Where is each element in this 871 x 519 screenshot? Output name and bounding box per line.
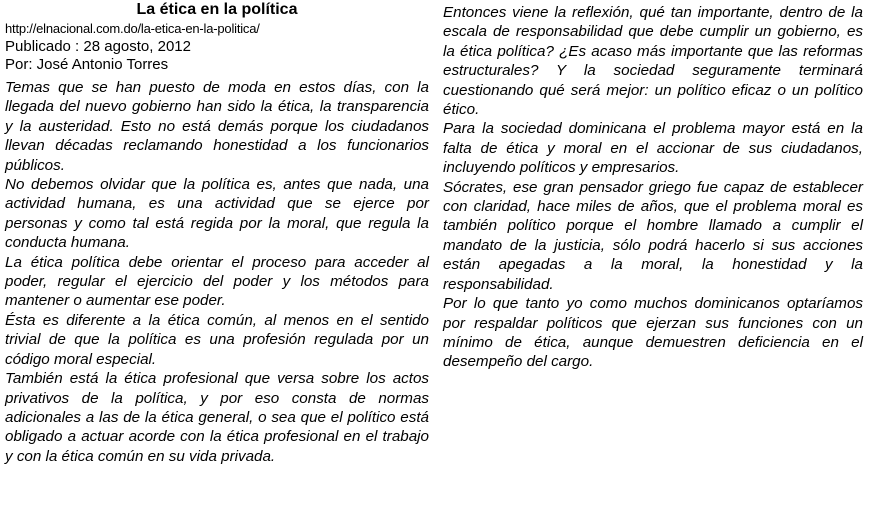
right-body	[443, 3, 863, 372]
author-line: Por: José Antonio Torres	[5, 56, 169, 73]
paragraph: No debemos olvidar que la política es, antes que nada, una actividad humana, es una actividad que se ejerce por personas y como tal está regida por la moral, que regula la conducta humana.	[5, 176, 429, 252]
paragraph: Sócrates, ese gran pensador griego fue capaz de establecer con claridad, hace miles de años, que el problema moral es también político porque el hombre llamado a cumplir el mandato de la justicia, sólo podrá hacerlo si sus acciones están apegadas a la moral, la honestidad y la responsabilidad.	[443, 178, 863, 293]
left-body	[5, 78, 429, 466]
paragraph: También está la ética profesional que versa sobre los actos privativos de la política, y por eso consta de normas adicionales a las de la ética general, o sea que el político está obligado a actuar acorde con la ética profesional en el trabajo y con la ética común en su vida privada.	[5, 370, 429, 465]
right-column	[443, 0, 863, 372]
paragraph: Temas que se han puesto de moda en estos días, con la llegada del nuevo gobierno han sido la ética, la transparencia y la austeridad. Esto no está demás porque los ciudadanos llevan décadas reclamando honestidad a los funcionarios públicos.	[5, 79, 429, 174]
paragraph: Para la sociedad dominicana el problema mayor está en la falta de ética y moral en el accionar de sus ciudadanos, incluyendo políticos y empresarios.	[443, 120, 863, 177]
article-url: http://elnacional.com.do/la-etica-en-la-politica/	[5, 21, 260, 36]
paragraph: La ética política debe orientar el proceso para acceder al poder, regular el ejercicio del poder y los métodos para mantener o aumentar ese poder.	[5, 253, 429, 310]
paragraph: Ésta es diferente a la ética común, al menos en el sentido trivial de que la política es una profesión regulada por un código moral especial.	[5, 311, 429, 368]
paragraph: Entonces viene la reflexión, qué tan importante, dentro de la escala de responsabilidad que debe cumplir un gobierno, es la ética política? ¿Es acaso más importante que las reformas estructurales? Y la sociedad seguramente terminará cuestionando qué será mejor: un político eficaz o un político ético.	[443, 4, 863, 119]
article-title: La ética en la política	[136, 1, 298, 18]
publish-date: Publicado : 28 agosto, 2012	[5, 38, 191, 55]
paragraph: Por lo que tanto yo como muchos dominicanos optaríamos por respaldar políticos que ejerzan sus funciones con un mínimo de ética, aunque demuestren deficiencia en el desempeño del cargo.	[443, 295, 863, 371]
left-column	[5, 0, 429, 466]
